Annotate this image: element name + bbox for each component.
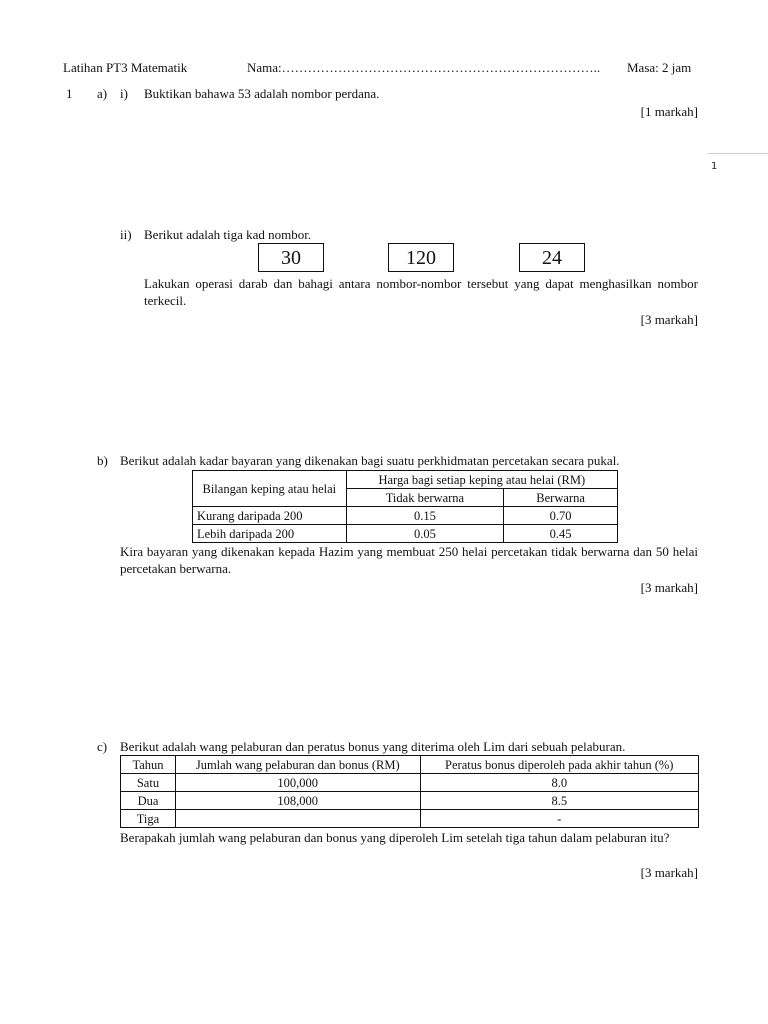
page-marker-number: 1 [711,161,718,172]
subpart-i-question: Buktikan bahawa 53 adalah nombor perdana. [144,86,380,101]
table-header-amount: Jumlah wang pelaburan dan bonus (RM) [175,756,420,774]
subpart-ii-instruction: Lakukan operasi darab dan bahagi antara nombor-nombor tersebut yang dapat menghasilkan nombor terkecil. [144,276,698,308]
part-c-intro: Berikut adalah wang pelaburan dan peratus bonus yang diterima oleh Lim dari sebuah pelaburan. [120,739,626,754]
row-plain-price: 0.15 [346,507,504,525]
table-header-price-group: Harga bagi setiap keping atau helai (RM) [346,471,617,489]
row-plain-price: 0.05 [346,525,504,543]
table-header-quantity: Bilangan keping atau helai [193,471,347,507]
question-number: 1 [66,86,73,101]
part-b-question: Kira bayaran yang dikenakan kepada Hazim yang membuat 250 helai percetakan tidak berwarna dan 50 helai percetakan berwarna. [120,544,698,576]
part-a-label: a) [97,86,108,101]
part-b-marks: [3 markah] [640,580,698,595]
row-quantity: Lebih daripada 200 [193,525,347,543]
row-colour-price: 0.45 [504,525,618,543]
name-field [247,59,600,76]
name-label: Nama: [247,60,282,75]
part-c-question: Berapakah jumlah wang pelaburan dan bonus yang diperoleh Lim setelah tiga tahun dalam pelaburan itu? [120,830,670,845]
table-header-bonus: Peratus bonus diperoleh pada akhir tahun (%) [420,756,699,774]
row-amount: 108,000 [175,792,420,810]
printing-rate-table [192,470,618,543]
table-row [121,774,699,792]
page-marker-line [708,153,768,154]
table-header-colour: Berwarna [504,489,618,507]
subpart-ii-intro: Berikut adalah tiga kad nombor. [144,227,312,242]
table-row [193,507,618,525]
number-card-3: 24 [519,243,585,272]
table-row [193,525,618,543]
row-bonus: 8.0 [420,774,699,792]
time-allowed: Masa: 2 jam [627,60,692,75]
part-b-intro: Berikut adalah kadar bayaran yang dikenakan bagi suatu perkhidmatan percetakan secara pukal. [120,453,620,468]
name-dotted-line: ……………………………………………………………….. [281,60,601,75]
row-amount: 100,000 [175,774,420,792]
row-year: Satu [121,774,176,792]
row-year: Dua [121,792,176,810]
table-row [121,792,699,810]
number-card-2: 120 [388,243,454,272]
row-quantity: Kurang daripada 200 [193,507,347,525]
worksheet-title: Latihan PT3 Matematik [63,60,188,75]
subpart-ii-label: ii) [120,227,132,242]
row-year: Tiga [121,810,176,828]
row-bonus: - [420,810,699,828]
part-b-label: b) [97,453,108,468]
row-amount [175,810,420,828]
number-card-1: 30 [258,243,324,272]
row-bonus: 8.5 [420,792,699,810]
part-c-label: c) [97,739,108,754]
row-colour-price: 0.70 [504,507,618,525]
subpart-ii-marks: [3 markah] [640,312,698,327]
subpart-i-marks: [1 markah] [640,104,698,119]
part-c-marks: [3 markah] [640,865,698,880]
table-row [121,810,699,828]
table-header-year: Tahun [121,756,176,774]
table-header-plain: Tidak berwarna [346,489,504,507]
investment-table [120,755,699,828]
subpart-i-label: i) [120,86,128,101]
